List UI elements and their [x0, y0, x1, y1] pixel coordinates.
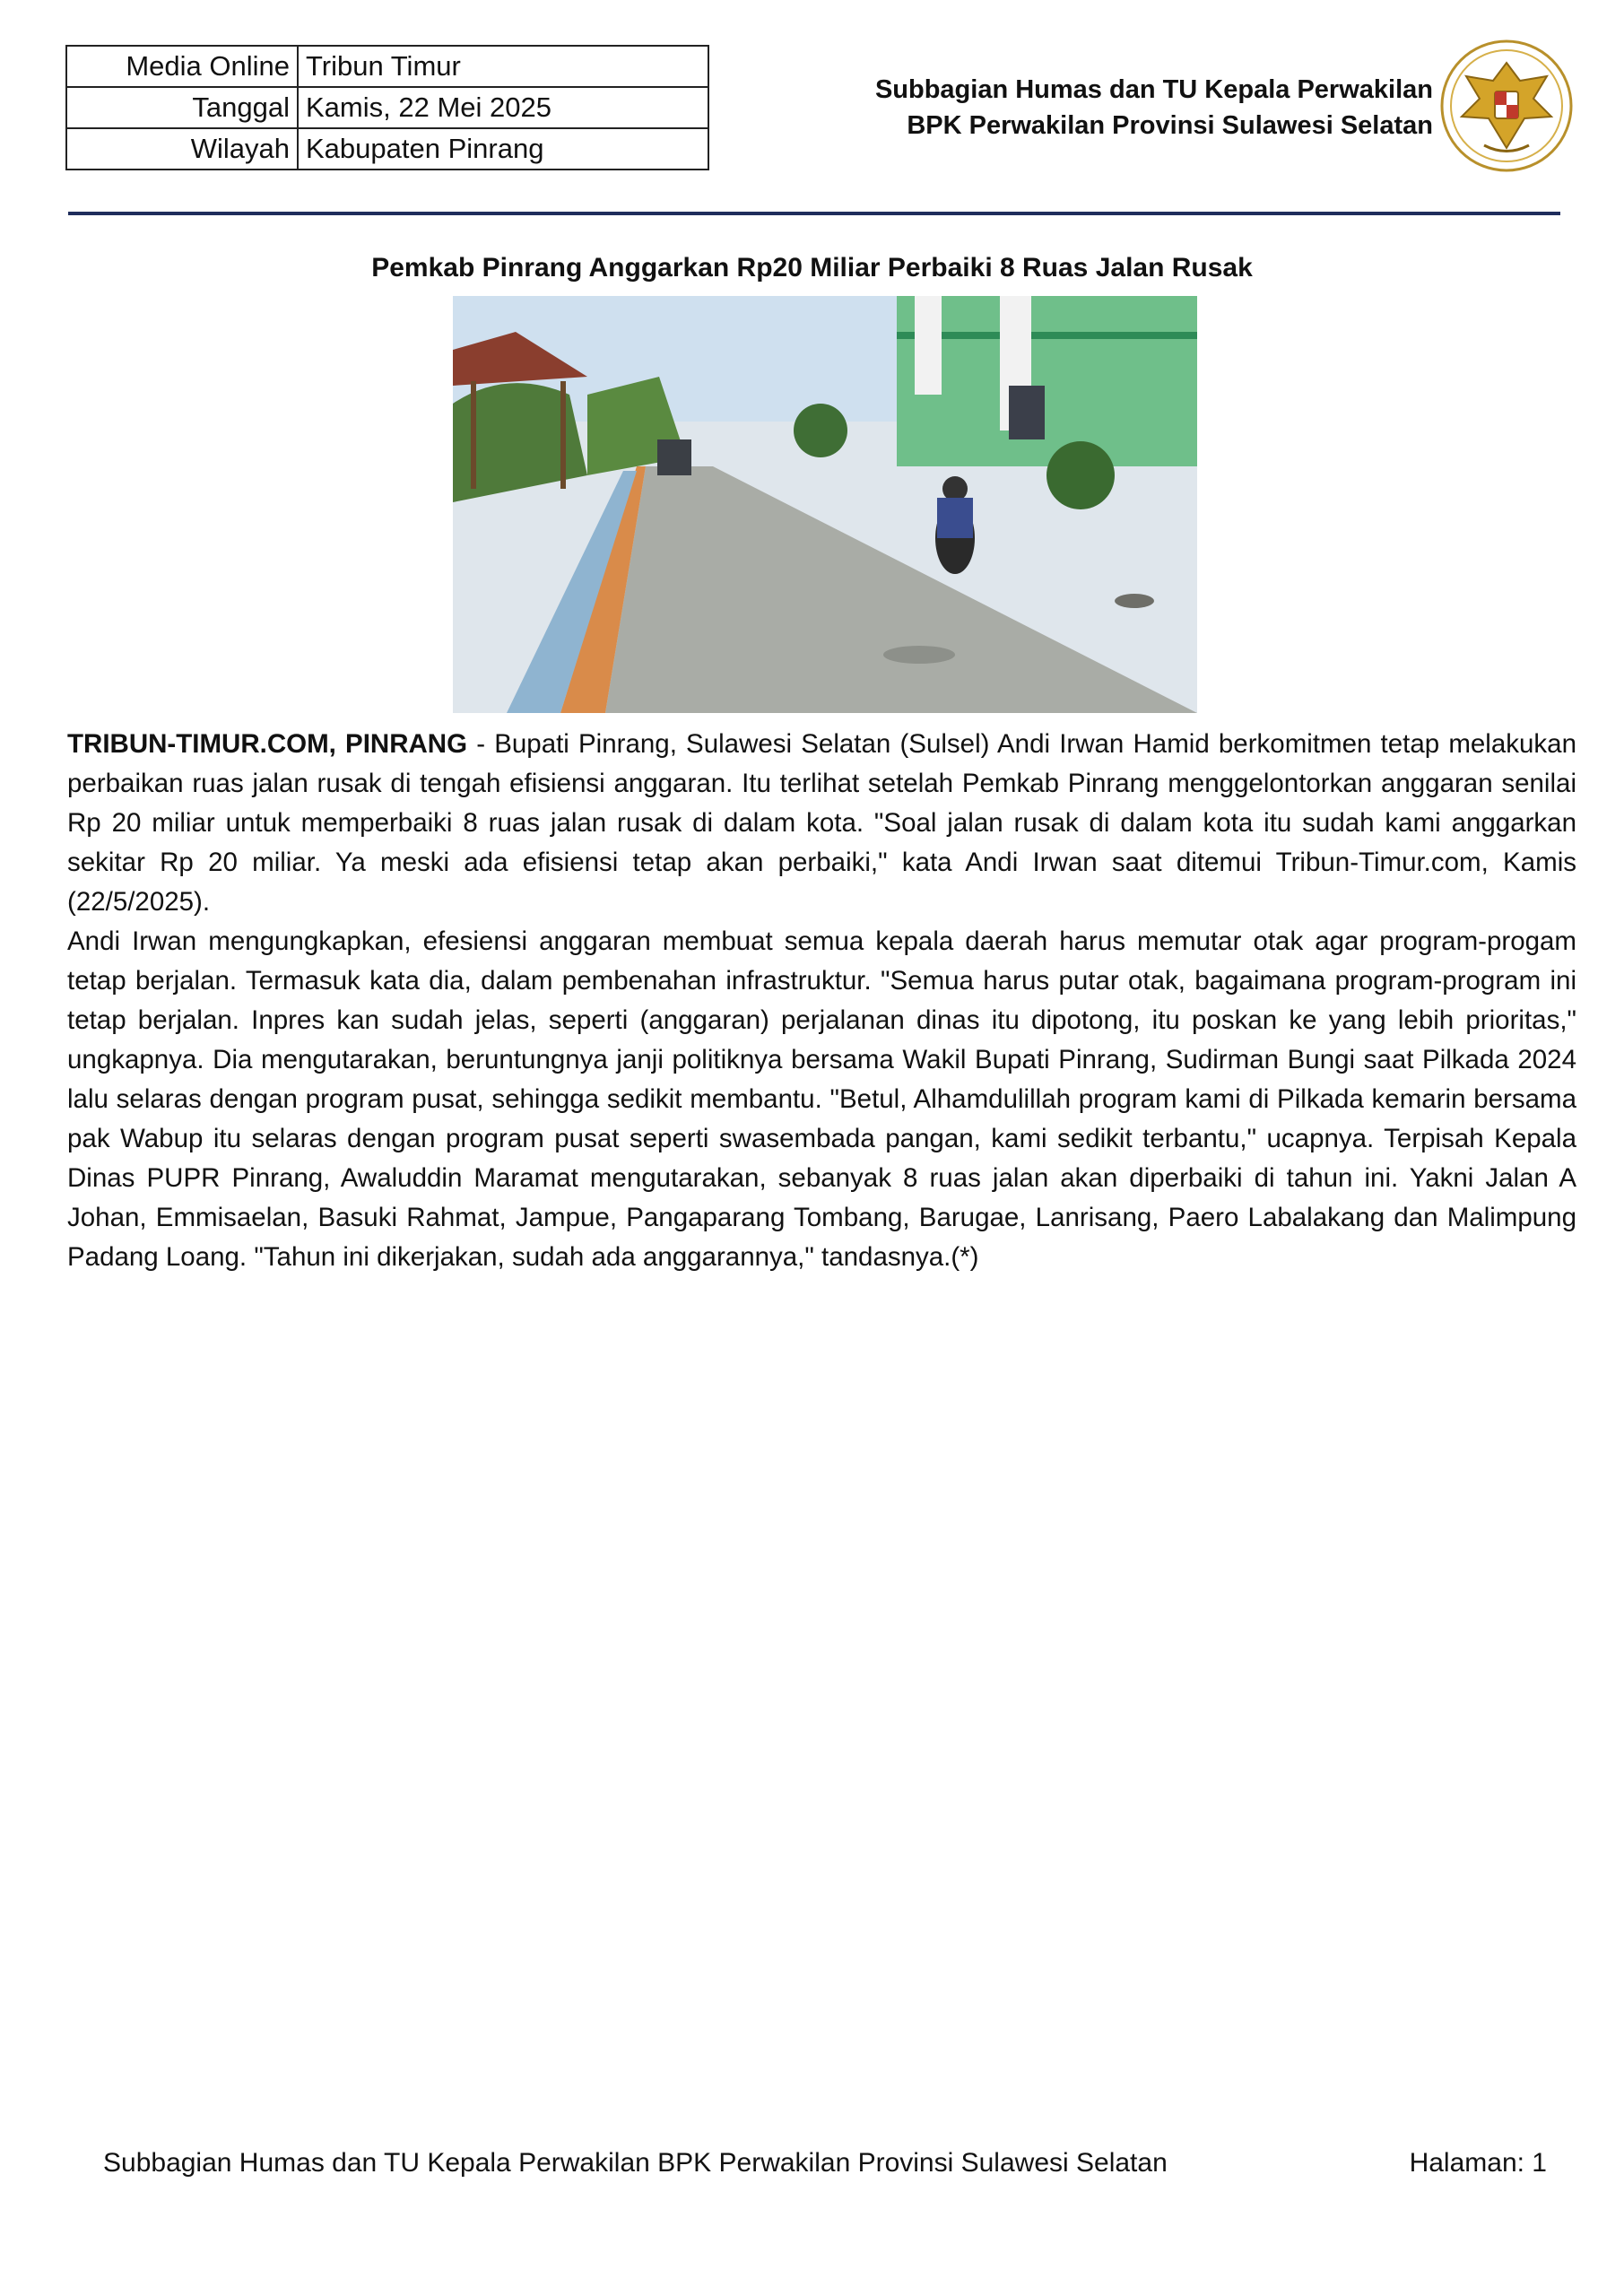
garuda-emblem-icon [1439, 36, 1574, 175]
date-label: Tanggal [66, 87, 298, 128]
media-info-table [65, 45, 709, 170]
paragraph-2-text: Andi Irwan mengungkapkan, efesiensi anggaran membuat semua kepala daerah harus memutar otak agar program-progam tetap berjalan. Termasuk kata dia, dalam pembenahan infrastruktur. "Semua harus putar otak, bagaimana program-program ini tetap berjalan. Inpres kan sudah jelas, seperti (anggaran) perjalanan dinas itu dipotong, itu poskan ke yang lebih prioritas," ungkapnya. Dia mengutarakan, beruntungnya janji politiknya bersama Wakil Bupati Pinrang, Sudirman Bungi saat Pilkada 2024 lalu selaras dengan program pusat, sehingga sedikit membantu. "Betul, Alhamdulillah program kami di Pilkada kemarin bersama pak Wabup itu selaras dengan program pusat seperti swasembada pangan, kami sedikit terbantu," ucapnya. Terpisah Kepala Dinas PUPR Pinrang, Awaluddin Maramat mengutarakan, sebanyak 8 ruas jalan akan diperbaiki di tahun ini. Yakni Jalan A Johan, Emmisaelan, Basuki Rahmat, Jampue, Pangaparang Tombang, Barugae, Lanrisang, Paero Labalakang dan Malimpung Padang Loang. "Tahun ini dikerjakan, sudah ada anggarannya," tandasnya.(*) [67, 926, 1576, 1272]
table-row [66, 128, 708, 170]
table-row [66, 87, 708, 128]
road-photo [453, 296, 1197, 713]
page-number: Halaman: 1 [1409, 2148, 1547, 2178]
region-value: Kabupaten Pinrang [298, 128, 708, 170]
date-value: Kamis, 22 Mei 2025 [298, 87, 708, 128]
article-dateline: TRIBUN-TIMUR.COM, PINRANG [67, 729, 468, 759]
footer-text: Subbagian Humas dan TU Kepala Perwakilan BPK Perwakilan Provinsi Sulawesi Selatan [103, 2148, 1168, 2178]
organization-header [626, 72, 1433, 144]
media-value: Tribun Timur [298, 46, 708, 87]
article-body [67, 725, 1576, 1277]
article-paragraph [67, 725, 1576, 922]
media-label: Media Online [66, 46, 298, 87]
header-divider [68, 212, 1560, 215]
region-label: Wilayah [66, 128, 298, 170]
table-row [66, 46, 708, 87]
org-line-1: Subbagian Humas dan TU Kepala Perwakilan [874, 75, 1433, 104]
org-line-2: BPK Perwakilan Provinsi Sulawesi Selatan [907, 111, 1433, 140]
paragraph-1-text: - Bupati Pinrang, Sulawesi Selatan (Sulsel) Andi Irwan Hamid berkomitmen tetap melakukan perbaikan ruas jalan rusak di tengah efisiensi anggaran. Itu terlihat setelah Pemkab Pinrang menggelontorkan anggaran senilai Rp 20 miliar untuk memperbaiki 8 ruas jalan rusak di dalam kota. "Soal jalan rusak di dalam kota itu sudah kami anggarkan sekitar Rp 20 miliar. Ya meski ada efisiensi tetap akan perbaiki," kata Andi Irwan saat ditemui Tribun-Timur.com, Kamis (22/5/2025). [67, 729, 1576, 917]
article-headline: Pemkab Pinrang Anggarkan Rp20 Miliar Perbaiki 8 Ruas Jalan Rusak [371, 253, 1253, 283]
page-footer [103, 2148, 1547, 2179]
